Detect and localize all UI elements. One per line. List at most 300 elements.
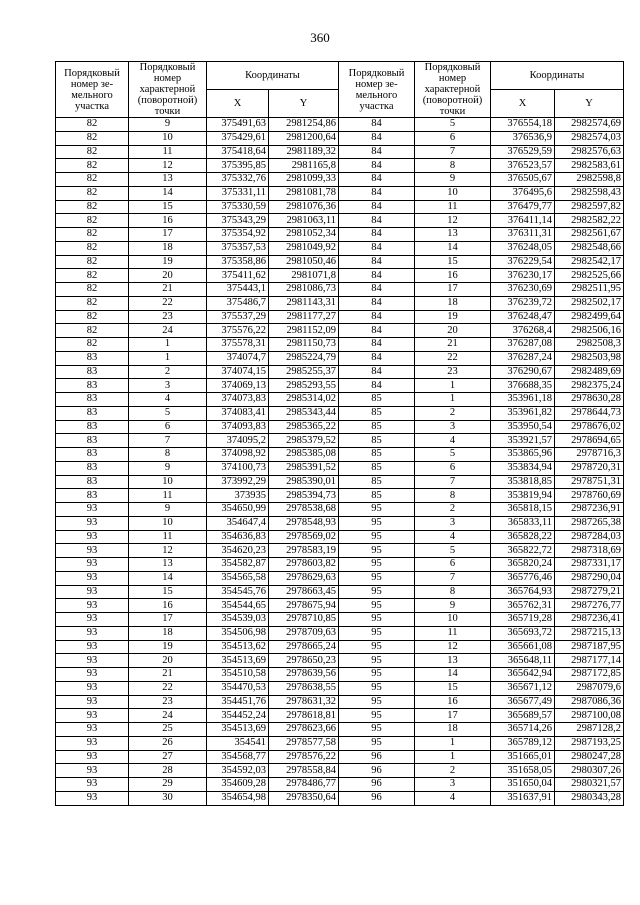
cell-coord-x: 354636,83 [207,530,269,544]
cell-point-no: 19 [129,640,207,654]
cell-area-no-2: 95 [339,544,415,558]
cell-area-no: 82 [56,173,129,187]
table-row [56,723,624,737]
cell-coord-x: 354568,77 [207,750,269,764]
cell-coord-x-2: 365776,46 [491,571,555,585]
cell-point-no: 10 [129,516,207,530]
cell-point-no: 1 [129,338,207,352]
cell-point-no-2: 12 [415,214,491,228]
cell-area-no: 83 [56,434,129,448]
cell-area-no: 82 [56,159,129,173]
cell-point-no: 16 [129,599,207,613]
cell-point-no: 10 [129,475,207,489]
cell-coord-x-2: 376248,47 [491,310,555,324]
cell-coord-y-2: 2980247,28 [555,750,624,764]
cell-area-no: 82 [56,200,129,214]
table-row [56,448,624,462]
cell-coord-x-2: 376495,6 [491,186,555,200]
cell-area-no-2: 84 [339,241,415,255]
cell-point-no-2: 3 [415,420,491,434]
cell-coord-y-2: 2982502,17 [555,296,624,310]
table-row [56,764,624,778]
cell-area-no: 83 [56,448,129,462]
cell-coord-x-2: 376688,35 [491,379,555,393]
cell-area-no-2: 95 [339,626,415,640]
cell-point-no: 14 [129,186,207,200]
cell-area-no: 82 [56,255,129,269]
cell-coord-x-2: 353818,85 [491,475,555,489]
cell-area-no: 93 [56,723,129,737]
cell-point-no: 21 [129,283,207,297]
cell-point-no-2: 19 [415,310,491,324]
cell-coord-x-2: 376230,17 [491,269,555,283]
cell-area-no: 93 [56,503,129,517]
table-row [56,461,624,475]
cell-coord-x: 354592,03 [207,764,269,778]
cell-coord-x: 354650,99 [207,503,269,517]
cell-area-no: 83 [56,461,129,475]
cell-coord-x: 354539,03 [207,613,269,627]
coordinates-table [55,61,624,806]
header-point-no: Порядковый номер характерной (поворотной) точки [129,62,207,118]
cell-point-no-2: 21 [415,338,491,352]
cell-point-no-2: 1 [415,750,491,764]
cell-coord-y-2: 2978676,02 [555,420,624,434]
cell-coord-x: 354513,62 [207,640,269,654]
cell-point-no-2: 10 [415,613,491,627]
cell-coord-y: 2985343,44 [269,406,339,420]
table-row [56,324,624,338]
cell-coord-x-2: 376248,05 [491,241,555,255]
cell-coord-x: 375411,62 [207,269,269,283]
cell-coord-x-2: 376411,14 [491,214,555,228]
header-area-no-2: Порядковый номер зе-мельного участка [339,62,415,118]
cell-coord-x-2: 365789,12 [491,736,555,750]
cell-coord-x: 375357,53 [207,241,269,255]
table-row [56,241,624,255]
cell-coord-y-2: 2987265,38 [555,516,624,530]
cell-coord-x: 375578,31 [207,338,269,352]
cell-coord-y-2: 2982542,17 [555,255,624,269]
cell-point-no: 23 [129,695,207,709]
cell-coord-y: 2981143,31 [269,296,339,310]
table-row [56,351,624,365]
cell-coord-y: 2981189,32 [269,145,339,159]
table-row [56,750,624,764]
cell-coord-x-2: 351637,91 [491,791,555,805]
cell-point-no: 22 [129,296,207,310]
cell-coord-y: 2978710,85 [269,613,339,627]
cell-coord-y: 2981165,8 [269,159,339,173]
cell-area-no-2: 85 [339,420,415,434]
cell-area-no: 82 [56,145,129,159]
cell-point-no: 19 [129,255,207,269]
table-row [56,516,624,530]
cell-point-no-2: 6 [415,131,491,145]
cell-point-no-2: 2 [415,503,491,517]
cell-coord-x: 375537,29 [207,310,269,324]
cell-area-no: 93 [56,791,129,805]
cell-coord-x-2: 351658,05 [491,764,555,778]
cell-coord-y-2: 2982525,66 [555,269,624,283]
cell-coord-y-2: 2987100,08 [555,709,624,723]
cell-area-no: 93 [56,558,129,572]
cell-area-no: 93 [56,640,129,654]
table-row [56,736,624,750]
cell-coord-y: 2978603,82 [269,558,339,572]
cell-area-no: 93 [56,750,129,764]
cell-area-no-2: 96 [339,764,415,778]
cell-coord-x-2: 365693,72 [491,626,555,640]
table-row [56,668,624,682]
cell-coord-y: 2978675,94 [269,599,339,613]
cell-area-no-2: 84 [339,283,415,297]
cell-coord-y-2: 2987177,14 [555,654,624,668]
cell-coord-x: 354541 [207,736,269,750]
cell-coord-y: 2985391,52 [269,461,339,475]
cell-point-no-2: 8 [415,159,491,173]
cell-coord-y-2: 2980321,57 [555,778,624,792]
table-row [56,296,624,310]
cell-area-no-2: 84 [339,159,415,173]
table-row [56,186,624,200]
table-row [56,200,624,214]
cell-point-no-2: 2 [415,764,491,778]
cell-area-no: 93 [56,530,129,544]
cell-coord-y-2: 2982574,03 [555,131,624,145]
cell-point-no-2: 8 [415,489,491,503]
cell-coord-y-2: 2982597,82 [555,200,624,214]
cell-point-no: 14 [129,571,207,585]
cell-coord-y-2: 2982548,66 [555,241,624,255]
table-row [56,365,624,379]
cell-area-no: 93 [56,654,129,668]
cell-area-no: 83 [56,489,129,503]
cell-coord-y-2: 2978760,69 [555,489,624,503]
cell-coord-y-2: 2978716,3 [555,448,624,462]
cell-point-no-2: 18 [415,723,491,737]
cell-coord-x-2: 353921,57 [491,434,555,448]
cell-area-no-2: 85 [339,489,415,503]
cell-point-no-2: 1 [415,379,491,393]
cell-point-no: 23 [129,310,207,324]
table-row [56,709,624,723]
cell-area-no-2: 95 [339,530,415,544]
cell-coord-x: 375358,86 [207,255,269,269]
cell-point-no-2: 16 [415,695,491,709]
cell-coord-x: 354510,58 [207,668,269,682]
table-row [56,489,624,503]
cell-coord-y: 2981049,92 [269,241,339,255]
cell-coord-x: 354506,98 [207,626,269,640]
table-row [56,228,624,242]
page-number: 360 [310,30,330,45]
cell-area-no-2: 84 [339,310,415,324]
cell-coord-y-2: 2982598,8 [555,173,624,187]
table-row [56,420,624,434]
table-row [56,626,624,640]
cell-coord-x-2: 376479,77 [491,200,555,214]
cell-coord-y: 2978618,81 [269,709,339,723]
cell-coord-x: 375331,11 [207,186,269,200]
cell-point-no-2: 4 [415,791,491,805]
cell-area-no-2: 95 [339,681,415,695]
cell-coord-y-2: 2982503,98 [555,351,624,365]
cell-coord-y: 2985385,08 [269,448,339,462]
cell-point-no: 10 [129,131,207,145]
cell-coord-x-2: 376229,54 [491,255,555,269]
cell-area-no-2: 84 [339,255,415,269]
table-row [56,145,624,159]
cell-point-no: 13 [129,558,207,572]
cell-coord-x-2: 353865,96 [491,448,555,462]
cell-coord-y-2: 2982574,69 [555,118,624,132]
cell-coord-y: 2985314,02 [269,393,339,407]
cell-coord-x: 373935 [207,489,269,503]
cell-point-no-2: 2 [415,406,491,420]
cell-point-no: 21 [129,668,207,682]
cell-coord-x: 354609,28 [207,778,269,792]
cell-coord-x-2: 376529,59 [491,145,555,159]
cell-area-no-2: 85 [339,475,415,489]
table-row [56,159,624,173]
cell-coord-y: 2981254,86 [269,118,339,132]
table-row [56,695,624,709]
cell-coord-y: 2981086,73 [269,283,339,297]
cell-area-no: 82 [56,228,129,242]
cell-point-no-2: 22 [415,351,491,365]
cell-coord-y: 2978538,68 [269,503,339,517]
cell-point-no: 3 [129,379,207,393]
cell-coord-x: 374074,15 [207,365,269,379]
cell-coord-y-2: 2982506,16 [555,324,624,338]
table-row [56,585,624,599]
cell-area-no-2: 84 [339,173,415,187]
cell-point-no: 20 [129,269,207,283]
cell-point-no: 12 [129,544,207,558]
cell-point-no: 6 [129,420,207,434]
cell-area-no: 93 [56,695,129,709]
cell-coord-y-2: 2982511,95 [555,283,624,297]
cell-coord-x-2: 376290,67 [491,365,555,379]
cell-area-no-2: 96 [339,778,415,792]
cell-point-no-2: 20 [415,324,491,338]
cell-point-no: 9 [129,461,207,475]
cell-area-no-2: 84 [339,351,415,365]
table-row [56,475,624,489]
cell-coord-x-2: 365671,12 [491,681,555,695]
cell-area-no: 83 [56,379,129,393]
cell-point-no: 30 [129,791,207,805]
cell-point-no-2: 7 [415,571,491,585]
cell-area-no-2: 95 [339,709,415,723]
cell-coord-y: 2981050,46 [269,255,339,269]
table-row [56,214,624,228]
cell-point-no-2: 12 [415,640,491,654]
cell-coord-y: 2978577,58 [269,736,339,750]
cell-area-no-2: 95 [339,503,415,517]
cell-area-no: 82 [56,241,129,255]
cell-coord-x: 375343,29 [207,214,269,228]
cell-coord-y-2: 2987276,77 [555,599,624,613]
table-row [56,131,624,145]
cell-coord-x: 354544,65 [207,599,269,613]
cell-area-no-2: 96 [339,791,415,805]
cell-point-no-2: 7 [415,475,491,489]
cell-area-no-2: 95 [339,516,415,530]
cell-point-no: 16 [129,214,207,228]
header-x-2: X [491,90,555,118]
cell-coord-y: 2978576,22 [269,750,339,764]
cell-area-no-2: 95 [339,695,415,709]
cell-coord-x: 354582,87 [207,558,269,572]
table-row [56,338,624,352]
table-row [56,434,624,448]
cell-area-no-2: 95 [339,654,415,668]
cell-coord-x-2: 365820,24 [491,558,555,572]
cell-point-no: 17 [129,613,207,627]
table-row [56,379,624,393]
cell-coord-y-2: 2982489,69 [555,365,624,379]
cell-coord-y: 2985255,37 [269,365,339,379]
table-row [56,173,624,187]
table-row [56,393,624,407]
cell-point-no: 11 [129,530,207,544]
cell-point-no-2: 18 [415,296,491,310]
cell-coord-y-2: 2987284,03 [555,530,624,544]
cell-coord-y: 2978650,23 [269,654,339,668]
cell-coord-y-2: 2978720,31 [555,461,624,475]
cell-area-no-2: 95 [339,640,415,654]
cell-point-no: 11 [129,489,207,503]
header-y: Y [269,90,339,118]
cell-coord-x-2: 351650,04 [491,778,555,792]
cell-area-no: 93 [56,516,129,530]
cell-coord-x-2: 365642,94 [491,668,555,682]
cell-coord-x: 354452,24 [207,709,269,723]
cell-coord-x-2: 365822,72 [491,544,555,558]
cell-coord-x: 375418,64 [207,145,269,159]
cell-coord-y-2: 2980307,26 [555,764,624,778]
cell-area-no: 82 [56,131,129,145]
header-y-2: Y [555,90,624,118]
cell-coord-x: 354654,98 [207,791,269,805]
cell-coord-x: 374093,83 [207,420,269,434]
cell-coord-x: 354513,69 [207,654,269,668]
cell-point-no-2: 4 [415,530,491,544]
cell-area-no-2: 95 [339,736,415,750]
table-row [56,599,624,613]
cell-coord-y: 2978639,56 [269,668,339,682]
cell-coord-x-2: 365818,15 [491,503,555,517]
cell-point-no-2: 9 [415,173,491,187]
cell-coord-y-2: 2982561,67 [555,228,624,242]
cell-coord-x: 354513,69 [207,723,269,737]
cell-area-no: 83 [56,351,129,365]
cell-coord-x: 375486,7 [207,296,269,310]
table-row [56,613,624,627]
cell-area-no-2: 95 [339,558,415,572]
cell-coord-x-2: 376523,57 [491,159,555,173]
cell-coord-y: 2978486,77 [269,778,339,792]
cell-coord-y-2: 2987236,41 [555,613,624,627]
cell-coord-y-2: 2987172,85 [555,668,624,682]
cell-area-no: 93 [56,613,129,627]
cell-coord-y: 2978709,63 [269,626,339,640]
table-row [56,503,624,517]
cell-coord-x: 375332,76 [207,173,269,187]
cell-coord-y: 2981076,36 [269,200,339,214]
table-row [56,310,624,324]
header-x: X [207,90,269,118]
cell-coord-x-2: 365828,22 [491,530,555,544]
cell-coord-x: 374098,92 [207,448,269,462]
cell-area-no: 83 [56,393,129,407]
table-row [56,791,624,805]
cell-area-no-2: 96 [339,750,415,764]
cell-area-no: 82 [56,324,129,338]
cell-point-no: 9 [129,503,207,517]
cell-coord-x-2: 365719,28 [491,613,555,627]
cell-coord-y: 2981071,8 [269,269,339,283]
cell-point-no-2: 5 [415,118,491,132]
cell-coord-y-2: 2987187,95 [555,640,624,654]
cell-coord-x: 374069,13 [207,379,269,393]
cell-coord-x-2: 353961,82 [491,406,555,420]
cell-area-no-2: 84 [339,365,415,379]
cell-coord-x-2: 353961,18 [491,393,555,407]
cell-point-no: 24 [129,709,207,723]
cell-area-no: 93 [56,736,129,750]
cell-point-no-2: 3 [415,778,491,792]
cell-coord-x-2: 351665,01 [491,750,555,764]
cell-coord-x-2: 376536,9 [491,131,555,145]
cell-area-no: 82 [56,186,129,200]
cell-coord-y: 2978665,24 [269,640,339,654]
cell-point-no-2: 13 [415,228,491,242]
cell-coord-x-2: 353950,54 [491,420,555,434]
cell-point-no-2: 14 [415,668,491,682]
cell-area-no: 93 [56,764,129,778]
cell-area-no-2: 84 [339,338,415,352]
table-row [56,255,624,269]
cell-coord-y: 2981063,11 [269,214,339,228]
cell-point-no-2: 4 [415,434,491,448]
table-row [56,269,624,283]
header-coords: Координаты [207,62,339,90]
cell-coord-y: 2981081,78 [269,186,339,200]
table-body [56,118,624,806]
cell-point-no-2: 8 [415,585,491,599]
cell-point-no: 18 [129,241,207,255]
cell-area-no-2: 95 [339,723,415,737]
cell-point-no: 28 [129,764,207,778]
cell-coord-y-2: 2982576,63 [555,145,624,159]
table-row [56,571,624,585]
cell-coord-y: 2985224,79 [269,351,339,365]
cell-point-no-2: 6 [415,461,491,475]
cell-coord-x: 375429,61 [207,131,269,145]
cell-coord-y: 2985390,01 [269,475,339,489]
header-area-no: Порядковый номер зе-мельного участка [56,62,129,118]
cell-coord-y-2: 2978694,65 [555,434,624,448]
cell-point-no-2: 15 [415,255,491,269]
cell-coord-y: 2985394,73 [269,489,339,503]
cell-coord-x-2: 376239,72 [491,296,555,310]
cell-point-no-2: 7 [415,145,491,159]
table-row [56,640,624,654]
cell-area-no: 82 [56,269,129,283]
